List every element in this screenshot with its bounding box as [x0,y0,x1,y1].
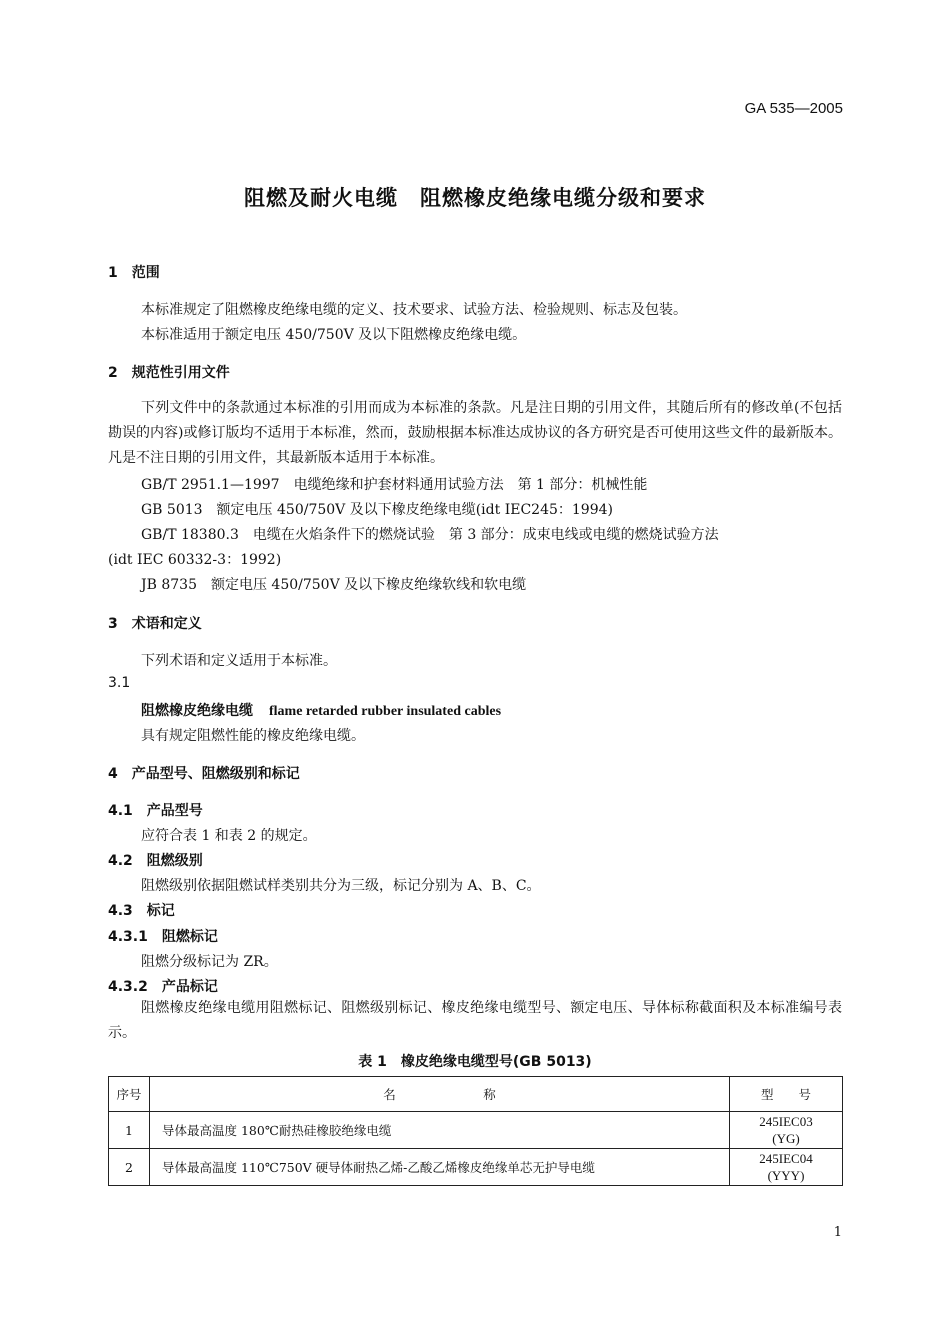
cell-no: 1 [109,1112,150,1149]
section-1-paragraph-1: 本标准规定了阻燃橡皮绝缘电缆的定义、技术要求、试验方法、检验规则、标志及包装。 [141,302,687,318]
table-header-row [109,1077,843,1112]
reference-item: GB/T 18380.3 电缆在火焰条件下的燃烧试验 第 3 部分：成束电线或电缆的燃烧试验方法 [141,527,719,543]
table-1-caption: 表 1 橡皮绝缘电缆型号(GB 5013) [358,1054,592,1070]
cell-model [730,1112,843,1149]
clause-4-1-heading: 4.1 产品型号 [108,803,203,819]
reference-item-continuation: (idt IEC 60332-3：1992) [108,552,282,568]
table-1 [108,1076,843,1186]
page-number: 1 [833,1225,842,1240]
section-2-heading: 2 规范性引用文件 [108,365,230,381]
clause-4-3-1-heading: 4.3.1 阻燃标记 [108,929,218,945]
model-abbr: (YYY) [767,1168,805,1183]
clause-4-2-heading: 4.2 阻燃级别 [108,853,203,869]
model-code: 245IEC04 [759,1151,813,1166]
section-3-heading: 3 术语和定义 [108,616,202,632]
standard-code: GA 535—2005 [744,100,843,117]
clause-4-2-text: 阻燃级别依据阻燃试样类别共分为三级，标记分别为 A、B、C。 [141,878,541,894]
model-abbr: (YG) [772,1131,800,1146]
section-2-intro: 下列文件中的条款通过本标准的引用而成为本标准的条款。凡是注日期的引用文件，其随后所有的修改单(不包括勘误的内容)或修订版均不适用于本标准，然而，鼓励根据本标准达成协议的各方研究是否可使用这些文件的最新版本。凡是不注日期的引用文件，其最新版本适用于本标准。 [108,400,842,466]
section-3-intro: 下列术语和定义适用于本标准。 [141,653,337,669]
section-1-paragraph-2: 本标准适用于额定电压 450/750V 及以下阻燃橡皮绝缘电缆。 [141,327,527,343]
clause-4-3-1-text: 阻燃分级标记为 ZR。 [141,954,278,970]
term-english: flame retarded rubber insulated cables [269,704,502,719]
page-title: 阻燃及耐火电缆 阻燃橡皮绝缘电缆分级和要求 [244,186,706,210]
cell-model [730,1149,843,1186]
term-chinese: 阻燃橡皮绝缘电缆 [141,703,253,719]
clause-4-3-2-heading: 4.3.2 产品标记 [108,979,218,995]
term-definition: 具有规定阻燃性能的橡皮绝缘电缆。 [141,728,365,744]
section-1-heading: 1 范围 [108,265,160,281]
clause-4-3-heading: 4.3 标记 [108,903,175,919]
reference-item: JB 8735 额定电压 450/750V 及以下橡皮绝缘软线和软电缆 [141,577,527,593]
clause-4-3-2-text: 阻燃橡皮绝缘电缆用阻燃标记、阻燃级别标记、橡皮绝缘电缆型号、额定电压、导体标称截面积及本标准编号表示。 [108,1000,842,1041]
header-name: 名 称 [150,1077,730,1112]
cell-name: 导体最高温度 110℃750V 硬导体耐热乙烯-乙酸乙烯橡皮绝缘单芯无护导电缆 [150,1149,730,1186]
table-row [109,1112,843,1149]
cell-name: 导体最高温度 180℃耐热硅橡胶绝缘电缆 [150,1112,730,1149]
section-4-heading: 4 产品型号、阻燃级别和标记 [108,766,300,782]
cell-no: 2 [109,1149,150,1186]
clause-4-1-text: 应符合表 1 和表 2 的规定。 [141,828,317,844]
reference-item: GB 5013 额定电压 450/750V 及以下橡皮绝缘电缆(idt IEC245：1994) [141,502,613,518]
header-model: 型 号 [730,1077,843,1112]
table-row [109,1149,843,1186]
clause-number-3-1: 3.1 [108,675,131,691]
reference-item: GB/T 2951.1—1997 电缆绝缘和护套材料通用试验方法 第 1 部分：机械性能 [141,477,648,493]
model-code: 245IEC03 [759,1114,813,1129]
term-entry [141,700,501,720]
header-no: 序号 [109,1077,150,1112]
